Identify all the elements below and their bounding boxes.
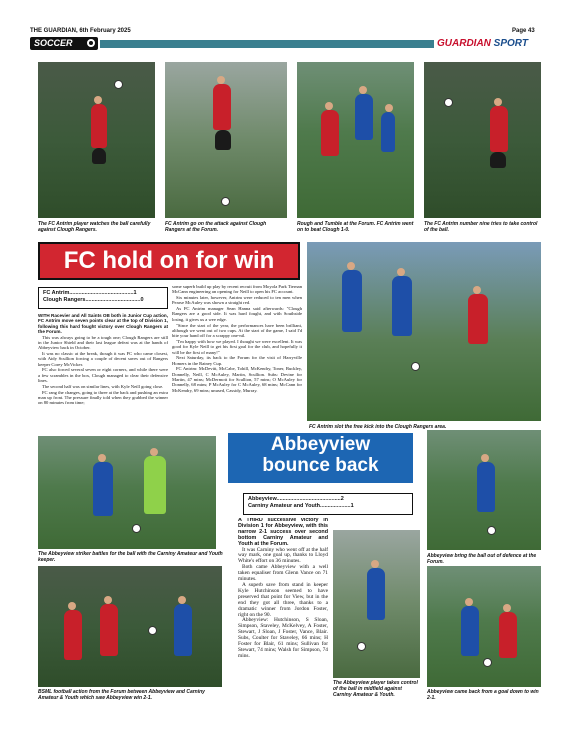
story1-para8: Six minutes later, however, Antrim were reduced to ten men when Pearse McAuley was shown a straight red.	[172, 295, 302, 306]
caption-2: FC Antrim go on the attack against Clough Rangers at the Forum.	[165, 221, 267, 233]
story2-para5: Abbeyview: Hutchinson, S Sloan, Simpson, Staveley, McKelvey, A Foster, Stewart, J Sloan, J Foster, Vance, Blair. Subs, Coulter for Staveley, 66 mins; H Foster for Blair, 61 mins; Sullivan for Stewart, 74 mins; Walsh for Simpson, 74 mins.	[238, 617, 328, 659]
scorebox-fc-antrim	[38, 287, 168, 309]
page-number: Page 43	[512, 28, 535, 34]
photo-number-nine	[424, 62, 541, 218]
header-stripe	[100, 40, 434, 48]
photo-striker-vs-keeper	[38, 436, 216, 549]
story1-lead: WITH Racevier and All Saints OB both in Junior Cup action, FC Antrim move seven points clear at the top of Division 1, following this hard fought victory over Clough Rangers at the Forum.	[38, 313, 168, 334]
caption-5: FC Antrim slot the free kick into the Clough Rangers area.	[309, 424, 447, 430]
caption-7: Abbeyview bring the ball out of defence at the Forum.	[427, 553, 537, 565]
caption-9: The Abbeyview player takes control of the ball in midfield against Carniny Amateur & Youth.	[333, 680, 418, 698]
headline-abbeyview-line2: bounce back	[262, 455, 379, 476]
photo-fc-antrim-attack	[165, 62, 287, 218]
photo-bsml-action	[38, 566, 222, 687]
score-line-clough: Clough Rangers....................................0	[43, 297, 144, 303]
story1-para4: FC also forced several seven or eight corners, and while there were a few scrambles in the box, Clough managed to clear their defensive lines.	[38, 367, 168, 384]
photo-rough-and-tumble	[297, 62, 414, 218]
story2-para4: A superb save from stand in keeper Kyle Hutchinson seemed to have preserved that point for View, but in the end they got all three, thanks to a dramatic winner from Jordon Foster, right on the 90.	[238, 581, 328, 618]
score-line-carniny: Carniny Amateur and Youth....................1	[248, 503, 354, 509]
photo-comeback	[427, 566, 541, 687]
story2-para2: It was Carniny who went off at the half way mark, one goal up, thanks to Lloyd White's effort on 36 minutes.	[238, 546, 328, 565]
headline-abbeyview-line1: Abbeyview	[270, 434, 371, 455]
story2-lead: A THIRD successive victory in Division 1 for Abbeyview, with this narrow 2-1 success over second bottom Carniny Amateur and Youth at the Forum.	[238, 518, 328, 547]
caption-4: The FC Antrim number nine tries to take control of the ball.	[424, 221, 538, 233]
brand-guardian: GUARDIAN	[437, 38, 491, 49]
football-icon	[86, 38, 96, 48]
story1-para3: It was no classic at the break, though it was FC who came closest, with Aidy Scullion forcing a couple of decent saves out of Rangers keeper Corey McVicker.	[38, 351, 168, 367]
date-line: THE GUARDIAN, 6th February 2025	[30, 28, 131, 34]
story2-para3: Both came Abbeyview with a well taken equaliser from Glenn Vance on 71 minutes.	[238, 564, 328, 583]
photo-free-kick	[307, 242, 541, 421]
story1-para9: As FC Antrim manager Sean Hanna said afterwards: "Clough Rangers are a good side. It was hard fought, and with Southside losing, it gives us a wee edge.	[172, 306, 302, 322]
caption-1: The FC Antrim player watches the ball carefully against Clough Rangers.	[38, 221, 151, 233]
score-line-fc-antrim: FC Antrim..........................................1	[43, 290, 137, 296]
score-line-abbeyview: Abbeyview..........................................2	[248, 496, 344, 502]
story1-para2: This was always going to be a tough one; Clough Rangers are still in the Junior Shield and their last league defeat was at the hands of Abbeyview back in October.	[38, 334, 168, 351]
story1-column1	[38, 313, 168, 427]
story1-para7: some superb build up play by recent recruit from Moyola Park Tiernan McCann engineering an opening for Neill to open his FC account.	[172, 284, 302, 295]
caption-3: Rough and Tumble at the Forum. FC Antrim went on to beat Clough 1-0.	[297, 221, 414, 233]
headline-fc-hold-on: FC hold on for win	[38, 242, 300, 280]
brand-logo	[437, 37, 550, 50]
story1-para6: FC rang the changes, going to three at the back and pushing an extra man up front. The pressure finally told when they grabbed the winner on 80 minutes from time;	[38, 389, 168, 406]
story1-column2	[172, 284, 302, 427]
scorebox-abbeyview	[243, 493, 413, 515]
story1-para5: The second half was on similar lines, with Kyle Neill going close.	[42, 383, 164, 389]
story2-column	[238, 518, 328, 736]
story1-para12: Next Saturday, its back to the Forum for the visit of Harryville Homers in the Rainey Cup.	[172, 355, 302, 366]
story1-para10: "Since the start of the year, the performances have been brilliant, although we went out of two cups. At the start of the game, I said I'd bite your hand off for a scrappy one-nil.	[172, 322, 302, 339]
photo-ball-out-of-defence	[427, 430, 541, 550]
photo-midfield-control	[333, 530, 420, 678]
caption-10: Abbeyview came back from a goal down to win 2-1.	[427, 689, 539, 701]
section-tag: SOCCER	[30, 37, 98, 50]
caption-6: The Abbeyview striker battles for the ball with the Carniny Amateur and Youth keeper.	[38, 551, 223, 563]
brand-sport: SPORT	[493, 38, 528, 49]
story1-para13: FC Antrim: McDevitt, McCabe, Tohill, McKendry, Toner, Buckley, Donnelly, Neill, C McAuley, Martin, Scullion. Subs: Devine for Martin, 47 mins; McDermott for Scullion, 57 mins; O McAuley for Donnelly, 68 mins; P McAuley for C McAuley, 68 mins; McCann for McKendry, 69 mins; unused, Cassidy, Murray.	[172, 366, 302, 393]
caption-8: BSML football action from the Forum between Abbeyview and Carniny Amateur & Youth which saw Abbeyview win 2-1.	[38, 689, 205, 701]
headline-abbeyview	[228, 433, 413, 483]
photo-fc-antrim-watching-ball	[38, 62, 155, 218]
story1-para11: "I'm happy with how we played. I thought we were excellent. It was good for Kyle Neill to get his first goal for the club, and hopefully it will be the first of many!"	[172, 338, 302, 355]
